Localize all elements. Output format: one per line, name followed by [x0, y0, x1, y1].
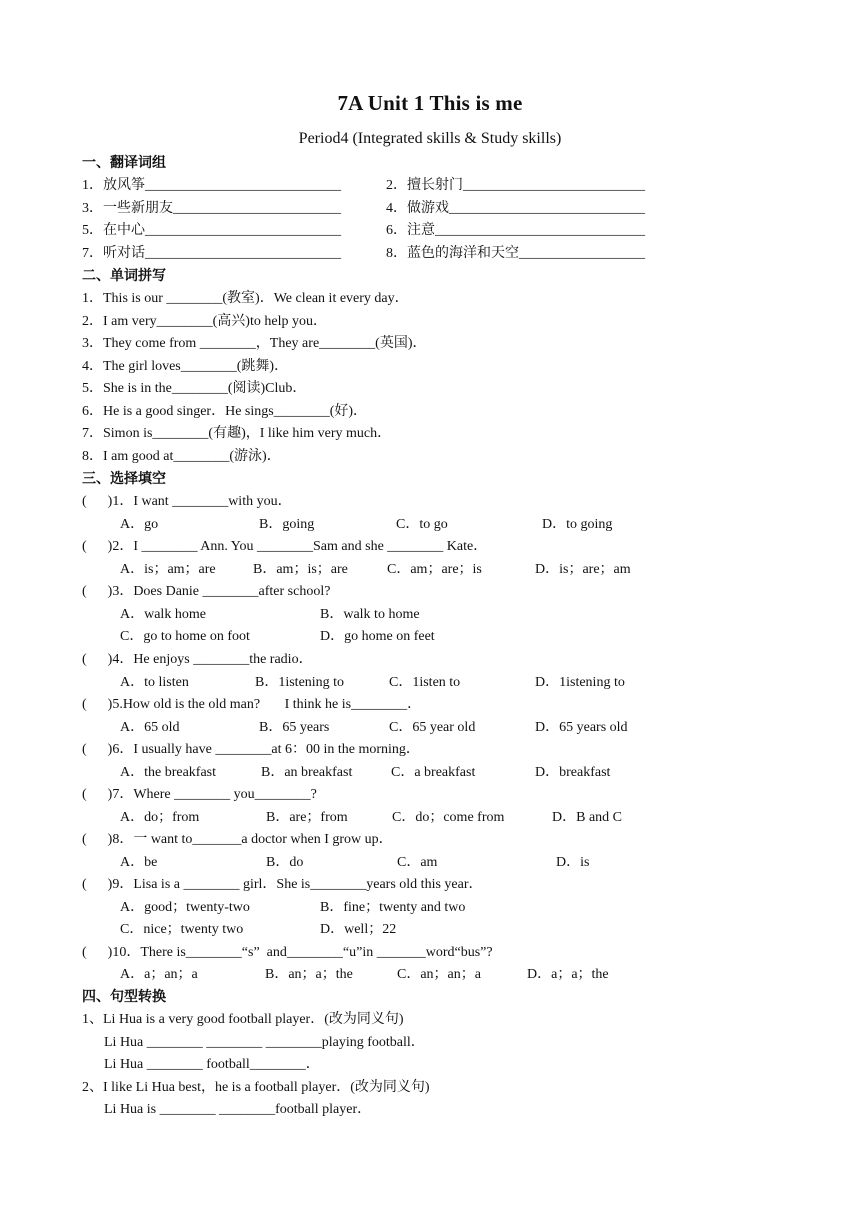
choice-question: ( )2．I ________ Ann. You ________Sam and she ________ Kate． — [82, 539, 488, 554]
choice-option: C．nice；twenty two — [120, 922, 244, 937]
choice-option: A．a；an；a — [120, 967, 198, 982]
transform-answer-line: Li Hua ________ ________ ________playing football． — [104, 1035, 425, 1050]
choice-option: A．to listen — [120, 675, 189, 690]
spelling-item: 6．He is a good singer．He sings________(好)． — [82, 404, 368, 419]
choice-option: C．65 year old — [389, 720, 476, 735]
choice-option: B．an breakfast — [261, 765, 353, 780]
translate-item: 8．蓝色的海洋和天空__________________ — [386, 246, 645, 261]
choice-option: D．is；are；am — [535, 562, 631, 577]
choice-option: B．are；from — [266, 810, 348, 825]
spelling-item: 3．They come from ________，They are________(英国)． — [82, 336, 427, 351]
choice-question: ( )10．There is________“s” and________“u”in _______word“bus”? — [82, 945, 493, 960]
choice-option: D．a；a；the — [527, 967, 609, 982]
choice-option: A．be — [120, 855, 158, 870]
spelling-item: 2．I am very________(高兴)to help you． — [82, 314, 327, 329]
section4-heading: 四、句型转换 — [82, 989, 166, 1005]
choice-question: ( )7．Where ________ you________? — [82, 787, 317, 802]
choice-option: A．good；twenty-two — [120, 900, 250, 915]
choice-question: ( )6．I usually have ________at 6：00 in the morning． — [82, 742, 420, 757]
translate-item: 3．一些新朋友________________________ — [82, 201, 341, 216]
transform-question: 1、Li Hua is a very good football player．(改为同义句) — [82, 1012, 404, 1027]
translate-item: 5．在中心____________________________ — [82, 223, 341, 238]
choice-option: A．do；from — [120, 810, 200, 825]
translate-item: 2．擅长射门__________________________ — [386, 178, 645, 193]
translate-item: 6．注意______________________________ — [386, 223, 645, 238]
choice-option: D．well；22 — [320, 922, 397, 937]
choice-option: C．to go — [396, 517, 448, 532]
choice-option: D．go home on feet — [320, 629, 435, 644]
choice-option: B．walk to home — [320, 607, 420, 622]
choice-option: A．65 old — [120, 720, 180, 735]
transform-question: 2、I like Li Hua best，he is a football player．(改为同义句) — [82, 1080, 430, 1095]
choice-option: B．an；a；the — [265, 967, 353, 982]
choice-question: ( )5.How old is the old man? I think he is________． — [82, 697, 422, 712]
choice-option: A．is；am；are — [120, 562, 216, 577]
spelling-item: 8．I am good at________(游泳)． — [82, 449, 281, 464]
choice-option: A．go — [120, 517, 159, 532]
choice-option: C．1isten to — [389, 675, 461, 690]
spelling-item: 1．This is our ________(教室)．We clean it every day． — [82, 291, 409, 306]
section1-heading: 一、翻译词组 — [82, 155, 166, 171]
spelling-item: 4．The girl loves________(跳舞)． — [82, 359, 289, 374]
choice-option: C．go to home on foot — [120, 629, 250, 644]
choice-option: B．am；is；are — [253, 562, 348, 577]
choice-option: D．1istening to — [535, 675, 625, 690]
transform-answer-line: Li Hua ________ football________． — [104, 1057, 320, 1072]
choice-option: A．the breakfast — [120, 765, 217, 780]
choice-option: C．am — [397, 855, 438, 870]
choice-option: B．65 years — [259, 720, 330, 735]
spelling-item: 5．She is in the________(阅读)Club． — [82, 381, 307, 396]
choice-option: B．fine；twenty and two — [320, 900, 466, 915]
choice-option: D．to going — [542, 517, 613, 532]
choice-option: B．1istening to — [255, 675, 345, 690]
choice-question: ( )3．Does Danie ________after school? — [82, 584, 331, 599]
translate-item: 7．听对话____________________________ — [82, 246, 341, 261]
section3-heading: 三、选择填空 — [82, 471, 166, 487]
transform-answer-line: Li Hua is ________ ________football player． — [104, 1102, 372, 1117]
choice-option: C．an；an；a — [397, 967, 481, 982]
choice-option: B．going — [259, 517, 315, 532]
spelling-item: 7．Simon is________(有趣)，I like him very much． — [82, 426, 392, 441]
choice-option: B．do — [266, 855, 304, 870]
choice-option: D．65 years old — [535, 720, 628, 735]
choice-option: D．breakfast — [535, 765, 611, 780]
choice-option: D．is — [556, 855, 590, 870]
page-title: 7A Unit 1 This is me — [337, 91, 523, 115]
choice-question: ( )4．He enjoys ________the radio． — [82, 652, 313, 667]
choice-question: ( )9．Lisa is a ________ girl．She is________years old this year． — [82, 877, 483, 892]
choice-option: C．do；come from — [392, 810, 505, 825]
section2-heading: 二、单词拼写 — [82, 268, 166, 284]
page-subtitle: Period4 (Integrated skills & Study skills) — [298, 130, 562, 147]
translate-item: 1．放风筝____________________________ — [82, 178, 341, 193]
choice-option: A．walk home — [120, 607, 206, 622]
choice-option: C．a breakfast — [391, 765, 476, 780]
choice-option: C．am；are；is — [387, 562, 482, 577]
choice-question: ( )1．I want ________with you． — [82, 494, 292, 509]
choice-question: ( )8．一 want to_______a doctor when I grow up． — [82, 832, 393, 847]
translate-item: 4．做游戏____________________________ — [386, 201, 645, 216]
choice-option: D．B and C — [552, 810, 622, 825]
